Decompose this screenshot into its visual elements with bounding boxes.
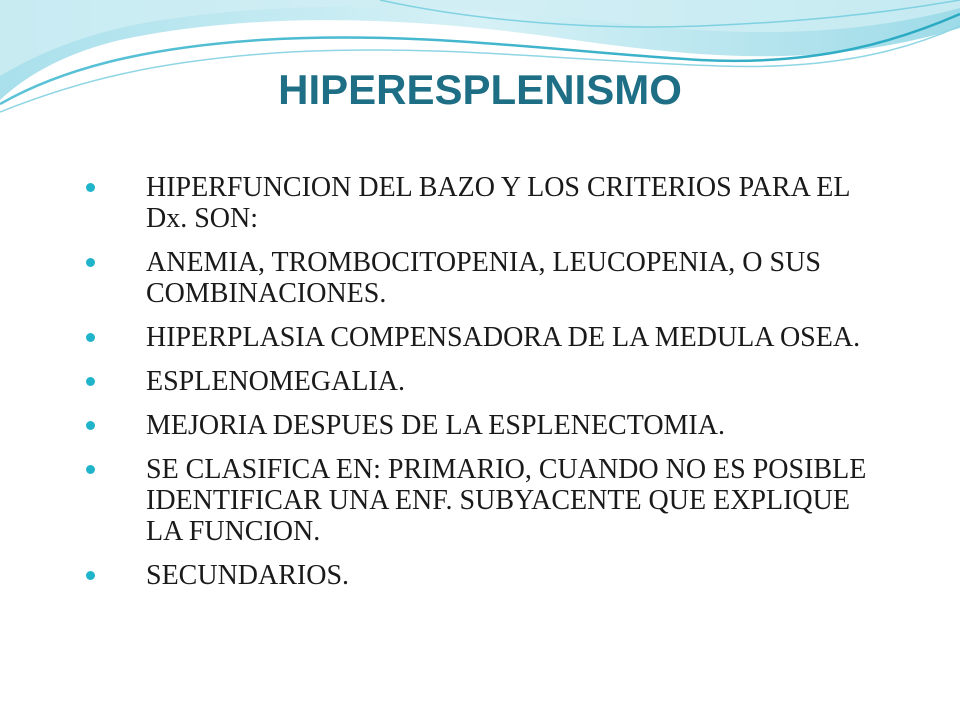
list-item <box>86 454 886 547</box>
bullet-icon <box>86 377 95 386</box>
bullet-text: SE CLASIFICA EN: PRIMARIO, CUANDO NO ES POSIBLE IDENTIFICAR UNA ENF. SUBYACENTE QUE EXPLIQUE LA FUNCION. <box>146 454 867 547</box>
bullet-icon <box>86 258 95 267</box>
bullet-icon <box>86 571 95 580</box>
bullet-text: HIPERPLASIA COMPENSADORA DE LA MEDULA OSEA. <box>146 322 861 353</box>
list-item <box>86 410 886 441</box>
bullet-icon <box>86 183 95 192</box>
list-item <box>86 322 886 353</box>
bullet-icon <box>86 465 95 474</box>
list-item <box>86 366 886 397</box>
bullet-text: SECUNDARIOS. <box>146 560 350 591</box>
bullet-list <box>86 172 886 604</box>
bullet-text: HIPERFUNCION DEL BAZO Y LOS CRITERIOS PARA EL Dx. SON: <box>146 172 850 234</box>
list-item <box>86 247 886 309</box>
bullet-text: ANEMIA, TROMBOCITOPENIA, LEUCOPENIA, O SUS COMBINACIONES. <box>146 247 821 309</box>
slide-title: HIPERESPLENISMO <box>278 66 682 113</box>
bullet-text: ESPLENOMEGALIA. <box>146 366 405 397</box>
bullet-icon <box>86 421 95 430</box>
bullet-text: MEJORIA DESPUES DE LA ESPLENECTOMIA. <box>146 410 725 441</box>
bullet-icon <box>86 333 95 342</box>
list-item <box>86 172 886 234</box>
list-item <box>86 560 886 591</box>
